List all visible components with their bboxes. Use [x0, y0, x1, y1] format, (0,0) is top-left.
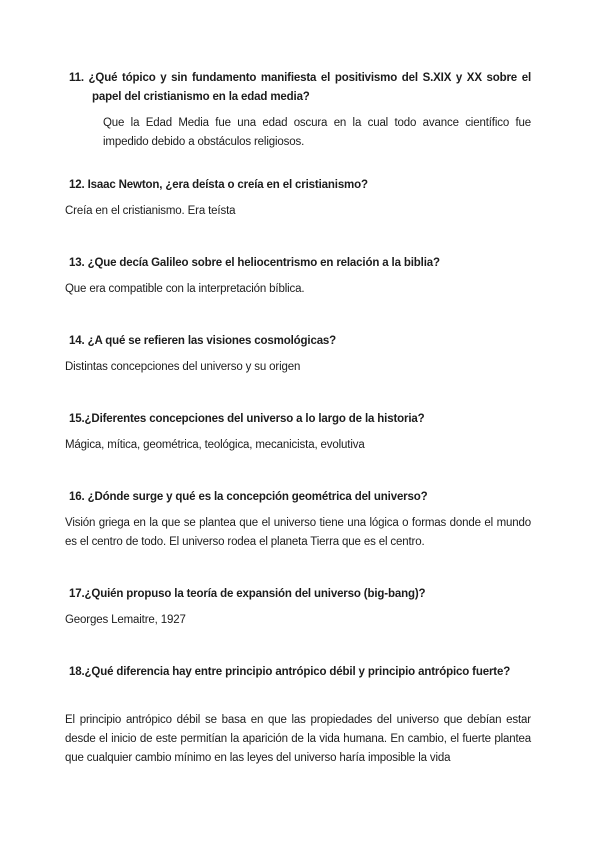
- answer-18: El principio antrópico débil se basa en que las propiedades del universo que debían estar desde el inicio de este permitían la aparición de la vida humana. En cambio, el fuerte plantea que cualquier cambio mínimo en las leyes del universo haría imposible la vida: [65, 714, 531, 764]
- question-16: 16. ¿Dónde surge y qué es la concepción geométrica del universo?: [69, 491, 428, 503]
- answer-12: Creía en el cristianismo. Era teísta: [65, 205, 236, 217]
- question-17: 17.¿Quién propuso la teoría de expansión del universo (big-bang)?: [69, 588, 426, 600]
- question-14: 14. ¿A qué se refieren las visiones cosmológicas?: [69, 335, 337, 347]
- qa-item-12: [65, 176, 531, 221]
- qa-item-16: [65, 488, 531, 552]
- answer-14: Distintas concepciones del universo y su origen: [65, 361, 301, 373]
- answer-15: Mágica, mítica, geométrica, teológica, mecanicista, evolutiva: [65, 439, 365, 451]
- question-13: 13. ¿Que decía Galileo sobre el heliocentrismo en relación a la biblia?: [69, 257, 440, 269]
- qa-item-15: [65, 410, 531, 455]
- answer-11: Que la Edad Media fue una edad oscura en la cual todo avance científico fue impedido debido a obstáculos religiosos.: [103, 117, 531, 148]
- answer-17: Georges Lemaitre, 1927: [65, 614, 186, 626]
- qa-item-17: [65, 585, 531, 630]
- qa-item-18: [65, 663, 531, 768]
- qa-item-13: [65, 254, 531, 299]
- qa-item-11: [65, 69, 531, 152]
- answer-13: Que era compatible con la interpretación bíblica.: [65, 283, 305, 295]
- answer-16: Visión griega en la que se plantea que el universo tiene una lógica o formas donde el mundo es el centro de todo. El universo rodea el planeta Tierra que es el centro.: [65, 517, 531, 548]
- question-11: 11. ¿Qué tópico y sin fundamento manifiesta el positivismo del S.XIX y XX sobre el papel del cristianismo en la edad media?: [69, 72, 531, 103]
- question-18: 18.¿Qué diferencia hay entre principio antrópico débil y principio antrópico fuerte?: [69, 666, 511, 678]
- question-12: 12. Isaac Newton, ¿era deísta o creía en el cristianismo?: [69, 179, 368, 191]
- qa-item-14: [65, 332, 531, 377]
- question-15: 15.¿Diferentes concepciones del universo a lo largo de la historia?: [69, 413, 425, 425]
